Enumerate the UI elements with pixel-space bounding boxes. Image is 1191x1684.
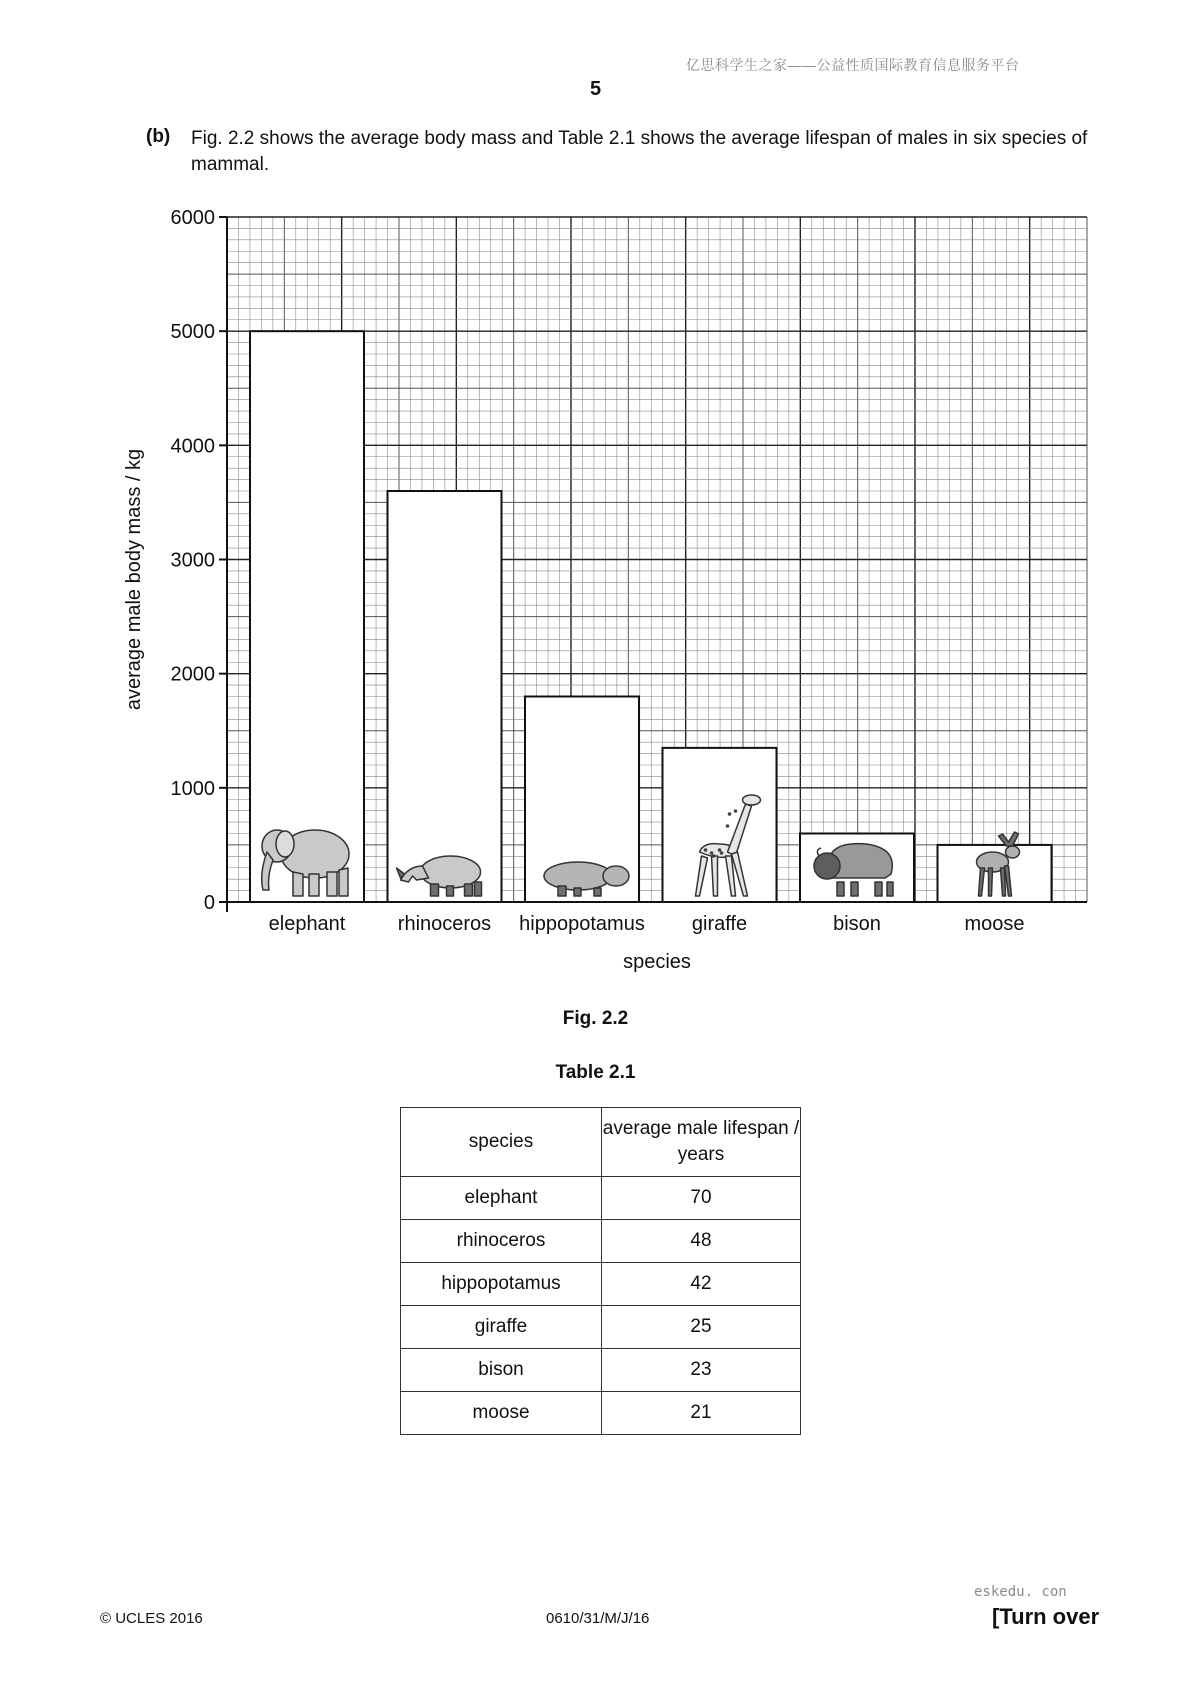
- footer-watermark: eskedu. con: [974, 1584, 1067, 1600]
- table-row: [401, 1306, 801, 1349]
- figure-caption: Fig. 2.2: [562, 1008, 629, 1029]
- bar-giraffe: [663, 748, 777, 902]
- bar-elephant: [250, 331, 364, 902]
- giraffe-spot: [712, 854, 716, 858]
- table-cell-lifespan: 42: [602, 1263, 801, 1306]
- hippopotamus-head: [603, 866, 629, 886]
- x-tick-label: bison: [833, 913, 881, 935]
- elephant-ear: [276, 831, 294, 857]
- question-text: Fig. 2.2 shows the average body mass and Table 2.1 shows the average lifespan of males in six species of mammal.: [191, 128, 1088, 175]
- y-tick-label: 4000: [170, 435, 215, 458]
- table-cell-lifespan: 25: [602, 1306, 801, 1349]
- giraffe-spot: [710, 851, 714, 855]
- table-header-lifespan-text: average male lifespan / years: [602, 1118, 800, 1165]
- bison-leg: [875, 882, 882, 896]
- footer-paper-code: 0610/31/M/J/16: [546, 1610, 650, 1627]
- y-tick-label: 0: [203, 892, 215, 914]
- x-axis-label: species: [623, 951, 691, 973]
- page-number: 5: [589, 78, 602, 100]
- y-tick-label: 3000: [170, 549, 215, 572]
- elephant-leg: [339, 868, 348, 896]
- bison-leg: [887, 882, 893, 896]
- moose-leg: [989, 868, 993, 896]
- x-tick-label: giraffe: [691, 913, 748, 935]
- y-tick-label: 1000: [170, 777, 215, 800]
- question-part-label: (b): [146, 126, 171, 147]
- table-cell-species: giraffe: [401, 1306, 602, 1349]
- hippopotamus-leg: [594, 888, 601, 896]
- table-row: [401, 1392, 801, 1435]
- moose-antler: [999, 832, 1019, 846]
- header-watermark: 亿思科学生之家——公益性质国际教育信息服务平台: [686, 57, 1020, 73]
- giraffe-spot: [720, 851, 724, 855]
- table-header-species: species: [401, 1108, 602, 1177]
- bison-leg: [851, 882, 858, 896]
- x-tick-label: elephant: [268, 913, 346, 935]
- rhinoceros-leg: [475, 882, 482, 896]
- bison-head: [814, 853, 840, 879]
- table-cell-species: elephant: [401, 1177, 602, 1220]
- hippopotamus-body: [544, 862, 612, 890]
- table-header-lifespan: [602, 1108, 801, 1177]
- table-row: [401, 1349, 801, 1392]
- rhinoceros-leg: [431, 884, 439, 896]
- table-cell-lifespan: 23: [602, 1349, 801, 1392]
- table-cell-lifespan: 48: [602, 1220, 801, 1263]
- turn-over-label: [Turn over: [992, 1604, 1100, 1629]
- table-row: [401, 1220, 801, 1263]
- footer-copyright: © UCLES 2016: [100, 1610, 203, 1627]
- table-caption: Table 2.1: [555, 1062, 636, 1083]
- table-cell-lifespan: 70: [602, 1177, 801, 1220]
- giraffe-spot: [728, 812, 732, 816]
- y-tick-label: 5000: [170, 321, 215, 344]
- table-cell-lifespan: 21: [602, 1392, 801, 1435]
- table-cell-species: rhinoceros: [401, 1220, 602, 1263]
- y-axis-label: average male body mass / kg: [123, 448, 145, 711]
- bison-leg: [837, 882, 844, 896]
- y-tick-label: 6000: [170, 207, 215, 229]
- rhinoceros-leg: [465, 884, 473, 896]
- y-tick-label: 2000: [170, 663, 215, 686]
- giraffe-head: [743, 795, 761, 805]
- elephant-leg: [293, 872, 303, 896]
- table-cell-species: hippopotamus: [401, 1263, 602, 1306]
- table-cell-species: moose: [401, 1392, 602, 1435]
- x-tick-label: moose: [964, 913, 1025, 935]
- bar-rhinoceros: [388, 491, 502, 902]
- table-row: [401, 1177, 801, 1220]
- table-header-row: [401, 1108, 801, 1177]
- elephant-leg: [327, 872, 337, 896]
- rhinoceros-leg: [447, 886, 454, 896]
- giraffe-spot: [726, 824, 730, 828]
- hippopotamus-leg: [574, 888, 581, 896]
- x-tick-label: rhinoceros: [397, 913, 492, 935]
- table-cell-species: bison: [401, 1349, 602, 1392]
- elephant-leg: [309, 874, 319, 896]
- hippopotamus-leg: [558, 886, 566, 896]
- giraffe-spot: [718, 848, 722, 852]
- giraffe-spot: [704, 848, 708, 852]
- table-row: [401, 1263, 801, 1306]
- lifespan-table: [400, 1107, 801, 1435]
- giraffe-spot: [734, 809, 738, 813]
- x-tick-label: hippopotamus: [519, 913, 645, 935]
- rhinoceros-body: [421, 856, 481, 888]
- moose-head: [1006, 846, 1020, 858]
